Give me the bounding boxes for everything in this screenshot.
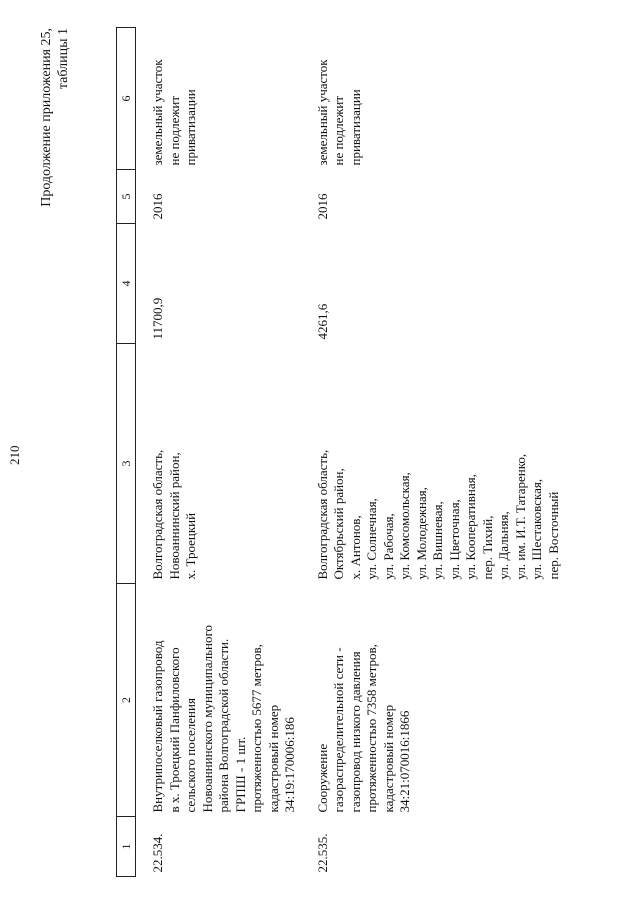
row-number: 22.534. bbox=[150, 833, 165, 873]
column-header-6: 6 bbox=[117, 28, 136, 170]
note: земельный участок не подлежит приватизации bbox=[150, 59, 198, 166]
continuation-note bbox=[38, 28, 72, 207]
column-header-2: 2 bbox=[117, 584, 136, 817]
row-number: 22.535. bbox=[314, 833, 330, 873]
land-area: 4261,6 bbox=[314, 303, 330, 340]
object-address: Волгоградская область, Новоаннинский район, х. Троецкий bbox=[150, 449, 198, 580]
note: земельный участок не подлежит приватизации bbox=[314, 59, 363, 166]
header-row bbox=[117, 28, 136, 877]
column-header-5: 5 bbox=[117, 170, 136, 224]
object-name: Сооружение газораспределительной сети - газопровод низкого давления протяженностью 7358 метров, кадастровый номер 34:21:070016:1866 bbox=[314, 644, 412, 813]
column-header-3: 3 bbox=[117, 344, 136, 584]
property-table bbox=[116, 27, 562, 877]
year: 2016 bbox=[150, 193, 165, 220]
column-header-4: 4 bbox=[117, 224, 136, 344]
object-address: Волгоградская область, Октябрьский район, х. Антонов, ул. Солнечная, ул. Рабочая, ул. Комсомольская, ул. Молодежная, ул. Вишневая, ул. Цветочная, ул. Кооперативная, пер. Тихий, ул. Дальняя, ул. им. И.Т. Татаренко, ул. Шестаковская, пер. Восточный bbox=[314, 449, 561, 580]
year: 2016 bbox=[314, 193, 330, 220]
table-row bbox=[136, 28, 305, 877]
object-name: Внутрипоселковый газопровод в х. Троецкий Панфиловского сельского поселения Новоаннинского муниципального района Волгоградской области. ГРПШ - 1 шт. протяженностью 5677 метров, кадастровый номер 34:19:170006:186 bbox=[150, 625, 297, 813]
page-number: 210 bbox=[7, 445, 22, 465]
column-header-1: 1 bbox=[117, 817, 136, 877]
continuation-line-2: таблицы 1 bbox=[56, 28, 71, 90]
land-area: 11700,9 bbox=[150, 297, 165, 340]
table-row bbox=[305, 28, 563, 877]
continuation-line-1: Продолжение приложения 25, bbox=[39, 28, 54, 207]
